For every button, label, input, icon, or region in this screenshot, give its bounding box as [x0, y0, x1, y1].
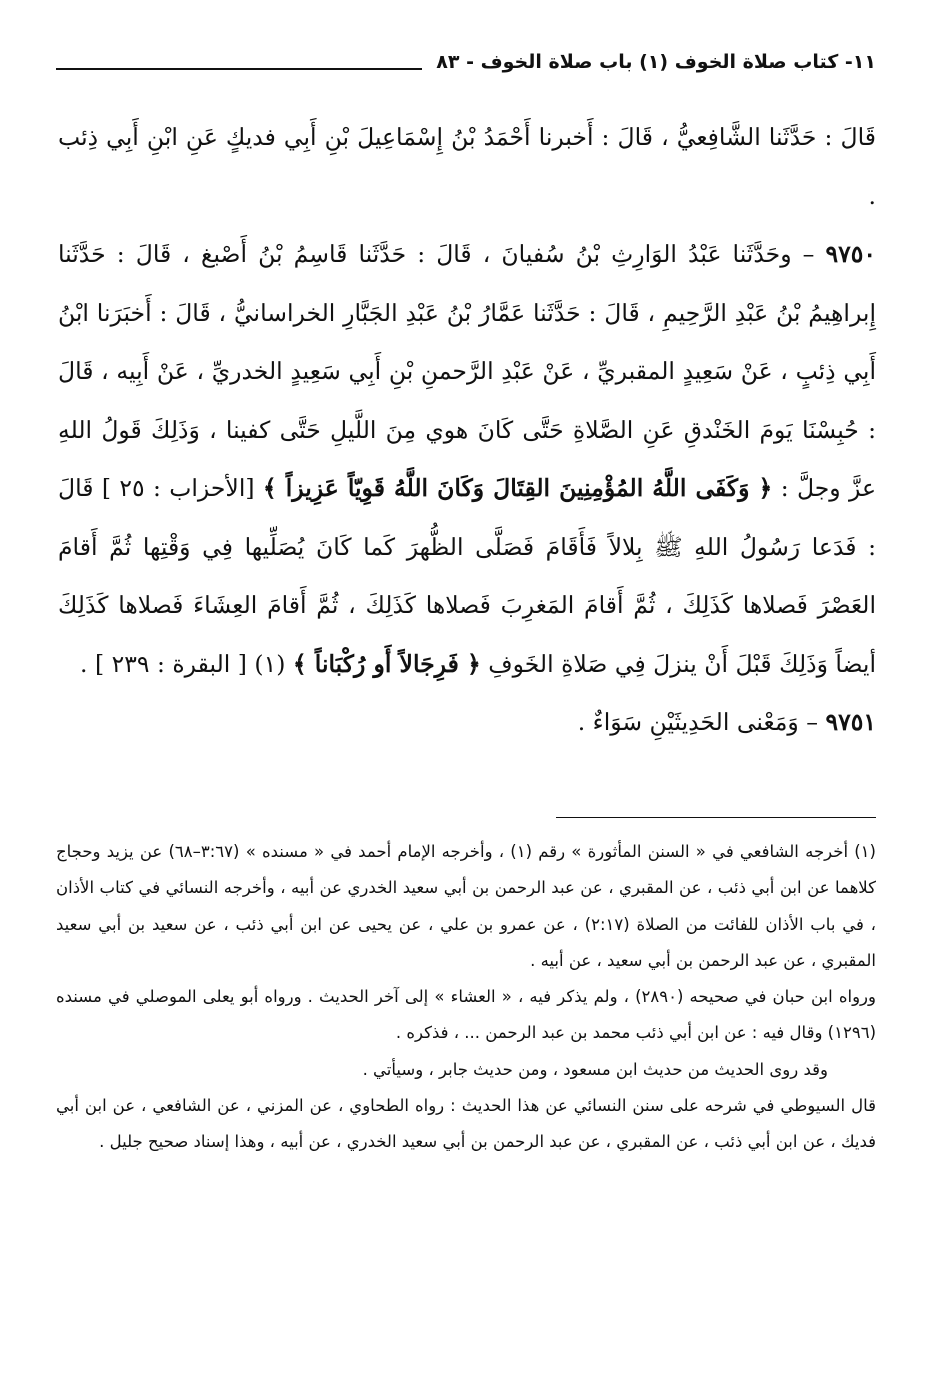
header-rule	[56, 68, 422, 70]
footnotes	[56, 834, 876, 1161]
chain-paragraph	[58, 108, 876, 225]
header-title: ١١- كتاب صلاة الخوف (١) باب صلاة الخوف - ٨٣	[436, 51, 876, 73]
main-text	[58, 108, 876, 752]
hadith-9750	[58, 225, 876, 693]
footnote-1-part-4: قال السيوطي في شرحه على سنن النسائي عن هذا الحديث : رواه الطحاوي ، عن المزني ، عن الشافعي ، عن ابن أبي فديك ، عن ابن أبي ذئب ، عن المقبري ، عن عبد الرحمن بن أبي سعيد الخدري ، عن أبيه ، وهذا إسناد صحيح جليل .	[56, 1096, 876, 1152]
hadith-number: ٩٧٥٠	[825, 240, 876, 268]
hadith-text-cont: [الأحزاب : ٢٥ ] قَالَ : فَدَعا رَسُولُ اللهِ ﷺ بِلالاً فَأَقَامَ فَصَلَّى الظُّهرَ كَما كَانَ يُصَلِّيها فِي وَقْتِها ثُمَّ أَقامَ العَصْرَ فَصلاها كَذَلِكَ ، ثُمَّ أَقامَ المَغرِبَ فَصلاها كَذَلِكَ ، ثُمَّ أَقامَ العِشَاءَ فَصلاها كَذَلِكَ أيضاً وَذَلِكَ قَبْلَ أَنْ ينزلَ فِي صَلاةِ الخَوفِ	[58, 474, 876, 678]
hadith-text: – وَمَعْنى الحَدِيثَيْنِ سَوَاءٌ .	[577, 708, 819, 736]
hadith-9751	[58, 693, 876, 752]
running-header	[56, 42, 876, 82]
footnote-1-part-3: وقد روى الحديث من حديث ابن مسعود ، ومن حديث جابر ، وسيأتي .	[362, 1059, 828, 1079]
footnote-1-part-2: ورواه ابن حبان في صحيحه (٢٨٩٠) ، ولم يذكر فيه ، « العشاء » إلى آخر الحديث . ورواه أبو يعلى الموصلي في مسنده (١٢٩٦) وقال فيه : عن ابن أبي ذئب محمد بن عبد الرحمن ... ، فذكره .	[56, 987, 876, 1043]
chain-text: قَالَ : حَدَّثَنا الشَّافِعيُّ ، قَالَ : أَخبرنا أَحْمَدُ بْنُ إِسْمَاعِيلَ بْنِ أَبِي فديكٍ عَنِ ابْنِ أَبِي ذِئب .	[58, 123, 876, 210]
hadith-number: ٩٧٥١	[825, 708, 876, 736]
quran-verse: ﴿ فَرِجَالاً أَو رُكْبَاناً ﴾	[292, 649, 481, 678]
hadith-text: – وحَدَّثَنا عَبْدُ الوَارِثِ بْنُ سُفيانَ ، قَالَ : حَدَّثَنا قَاسِمُ بْنُ أَصْبغ ، قَالَ : حَدَّثَنا إِبراهِيمُ بْنُ عَبْدِ الرَّحِيمِ ، قَالَ : حَدَّثَنا عَمَّارُ بْنُ عَبْدِ الجَبَّارِ الخراسانيُّ ، قَالَ : أَخبَرَنا ابْنُ أَبِي ذِئبٍ ، عَنْ سَعِيدٍ المقبريِّ ، عَنْ عَبْدِ الرَّحمنِ بْنِ أَبِي سَعِيدٍ الخدريِّ ، عَنْ أَبِيه ، قَالَ : حُبِسْنَا يَومَ الخَنْدقِ عَنِ الصَّلاةِ حَتَّى كَانَ هوي مِنَ اللَّيلِ حَتَّى كفينا ، وَذَلِكَ قَولُ اللهِ عزَّ وجلَّ :	[58, 240, 876, 502]
hadith-text-end: (١) [ البقرة : ٢٣٩ ] .	[80, 649, 286, 678]
footnote-rule	[556, 817, 876, 818]
footnote-1-part-1: (١) أخرجه الشافعي في « السنن المأثورة » رقم (١) ، وأخرجه الإمام أحمد في « مسنده » (٣:٦٧–٦٨) عن يزيد وحجاج كلاهما عن ابن أبي ذئب ، عن المقبري ، عن عبد الرحمن بن أبي سعيد الخدري عن أبيه ، وأخرجه النسائي في كتاب الأذان ، في باب الأذان للفائت من الصلاة (٢:١٧) ، عن عمرو بن علي ، عن يحيى عن ابن أبي ذئب ، عن سعيد بن أبي سعيد المقبري ، عن عبد الرحمن بن أبي سعيد ، عن أبيه .	[56, 842, 876, 970]
quran-verse: ﴿ وَكَفَى اللَّهُ المُؤْمِنِينَ القِتَالَ وَكَانَ اللَّهُ قَوِيّاً عَزِيزاً ﴾	[262, 474, 773, 502]
